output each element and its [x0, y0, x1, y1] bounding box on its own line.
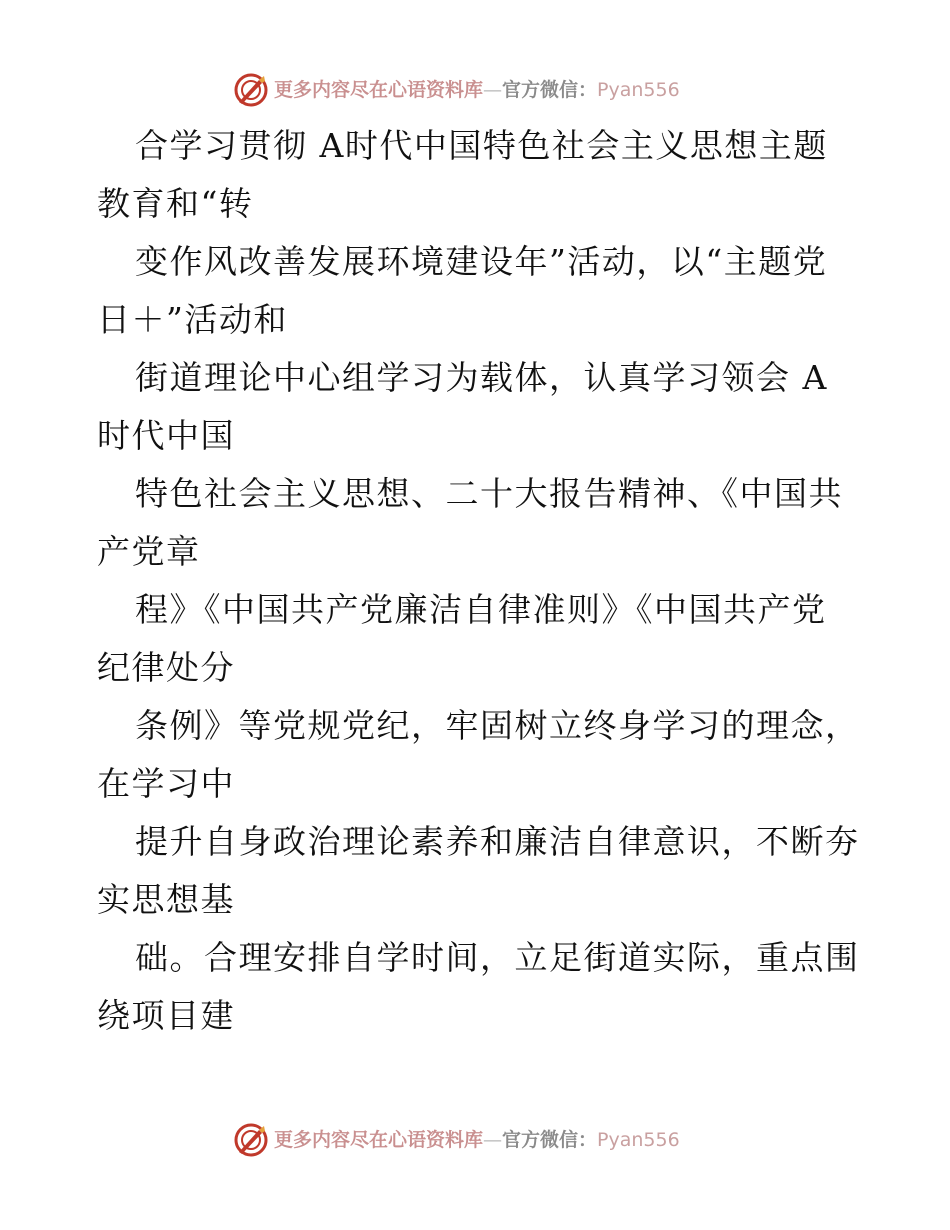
banner-text	[274, 1126, 680, 1154]
banner-wechat-id: Pyan556	[597, 79, 680, 101]
footer-banner	[0, 1120, 950, 1160]
body-line: 绕项目建	[97, 996, 235, 1035]
body-line: 时代中国	[97, 416, 235, 455]
body-line: 变作风改善发展环境建设年”活动，以“主题党	[135, 242, 828, 281]
banner-dash: —	[483, 1129, 503, 1151]
body-line: 实思想基	[97, 880, 235, 919]
brand-logo-icon	[233, 1122, 269, 1158]
body-line: 街道理论中心组学习为载体，认真学习领会 A	[135, 358, 828, 397]
body-line: 提升自身政治理论素养和廉洁自律意识，不断夯	[135, 822, 860, 861]
banner-wechat-id: Pyan556	[597, 1129, 680, 1151]
body-line: 日＋”活动和	[97, 300, 288, 339]
body-line: 条例》等党规党纪，牢固树立终身学习的理念，	[135, 706, 860, 745]
body-line: 础。合理安排自学时间，立足街道实际，重点围	[135, 938, 860, 977]
banner-main-text: 更多内容尽在心语资料库	[274, 1129, 484, 1151]
banner-official-label: 官方微信：	[502, 79, 598, 101]
body-line: 纪律处分	[97, 648, 235, 687]
banner-main-text: 更多内容尽在心语资料库	[274, 79, 484, 101]
banner-official-label: 官方微信：	[502, 1129, 598, 1151]
body-line: 教育和“转	[97, 184, 254, 223]
body-line: 程》《中国共产党廉洁自律准则》《中国共产党	[135, 590, 827, 629]
banner-dash: —	[483, 79, 503, 101]
body-line: 产党章	[97, 532, 201, 571]
body-line: 合学习贯彻 A时代中国特色社会主义思想主题	[135, 126, 828, 165]
body-line: 特色社会主义思想、二十大报告精神、《中国共	[135, 474, 843, 513]
body-line: 在学习中	[97, 764, 235, 803]
